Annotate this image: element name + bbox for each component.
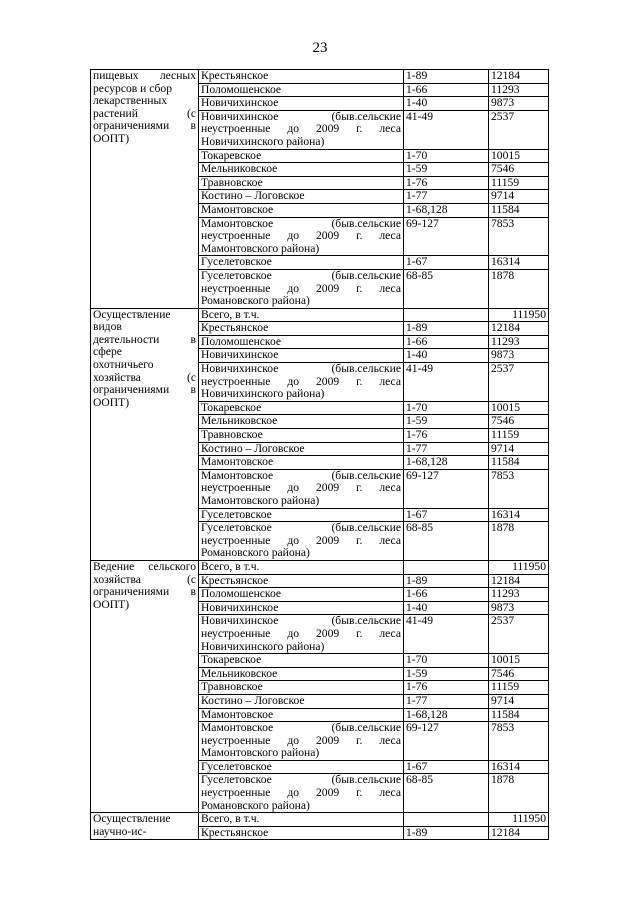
forestry-name-line: Мамонтовского района) bbox=[201, 746, 320, 760]
forestry-name-word: г. bbox=[356, 374, 363, 388]
forestry-name-word: Новичихинское bbox=[201, 362, 279, 376]
quarters-cell: 1-67 bbox=[404, 508, 489, 522]
activity-line: ООПТ) bbox=[93, 597, 130, 611]
forestry-name-line: Поломошенское bbox=[201, 587, 282, 601]
area-cell: 16314 bbox=[489, 760, 549, 774]
quarters-cell: 1-66 bbox=[404, 588, 489, 602]
area-cell: 12184 bbox=[489, 574, 549, 588]
area-cell: 16314 bbox=[489, 256, 549, 270]
forestry-name-cell bbox=[199, 163, 404, 177]
quarters-cell: 41-49 bbox=[404, 110, 489, 149]
forestry-name-cell bbox=[199, 308, 404, 322]
forestry-name-cell bbox=[199, 601, 404, 615]
total-area-cell: 111950 bbox=[489, 308, 549, 322]
forestry-name-word: неустроенные bbox=[201, 122, 271, 136]
forestry-name-line: Новичихинского района) bbox=[201, 639, 325, 653]
forestry-name-word: г. bbox=[356, 533, 363, 547]
forestry-name-word: Гуселетовское bbox=[201, 268, 272, 282]
forestry-name-word: г. bbox=[356, 281, 363, 295]
forestry-name-cell bbox=[199, 708, 404, 722]
forestry-name-cell bbox=[199, 508, 404, 522]
activity-line bbox=[93, 586, 196, 599]
quarters-cell: 69-127 bbox=[404, 469, 489, 508]
area-cell: 9714 bbox=[489, 190, 549, 204]
quarters-cell: 1-66 bbox=[404, 83, 489, 97]
table-row bbox=[91, 560, 549, 574]
activity-word: (с bbox=[186, 106, 196, 120]
forestry-name-word: до bbox=[287, 786, 300, 800]
area-cell: 7546 bbox=[489, 667, 549, 681]
forestry-name-line: Всего, в т.ч. bbox=[201, 559, 260, 573]
forestry-name-cell bbox=[199, 813, 404, 827]
forestry-name-cell bbox=[199, 442, 404, 456]
forestry-name-line: Поломошенское bbox=[201, 82, 282, 96]
forestry-name-word: (быв.сельские bbox=[331, 521, 401, 535]
quarters-cell: 1-67 bbox=[404, 760, 489, 774]
activity-word: (с bbox=[186, 370, 196, 384]
forestry-name-line: Костино – Логовское bbox=[201, 441, 305, 455]
forestry-name-word: леса bbox=[379, 481, 401, 495]
quarters-cell: 69-127 bbox=[404, 722, 489, 761]
forestry-name-line bbox=[201, 363, 401, 376]
area-cell: 9873 bbox=[489, 349, 549, 363]
area-cell: 11293 bbox=[489, 335, 549, 349]
forestry-name-cell bbox=[199, 722, 404, 761]
area-cell: 11584 bbox=[489, 708, 549, 722]
area-cell: 11159 bbox=[489, 681, 549, 695]
forestry-name-line bbox=[201, 270, 401, 283]
quarters-cell: 1-76 bbox=[404, 176, 489, 190]
quarters-cell: 1-68,128 bbox=[404, 203, 489, 217]
forestry-name-line: Романовского района) bbox=[201, 798, 310, 812]
forestry-name-line bbox=[201, 522, 401, 535]
activity-line: научно-ис- bbox=[93, 824, 147, 838]
forestry-name-cell bbox=[199, 401, 404, 415]
forestry-name-cell bbox=[199, 335, 404, 349]
activity-line: видов bbox=[93, 320, 122, 334]
area-cell: 12184 bbox=[489, 70, 549, 84]
forestry-name-word: до bbox=[287, 281, 300, 295]
forestry-name-cell bbox=[199, 681, 404, 695]
forestry-name-word: леса bbox=[379, 122, 401, 136]
area-cell: 12184 bbox=[489, 322, 549, 336]
forestry-name-word: леса bbox=[379, 229, 401, 243]
area-cell: 11159 bbox=[489, 176, 549, 190]
forestry-name-line: Токаревское bbox=[201, 400, 262, 414]
forestry-name-line: Новичихинское bbox=[201, 600, 279, 614]
forestry-name-word: (быв.сельские bbox=[331, 614, 401, 628]
forestry-name-cell bbox=[199, 203, 404, 217]
activity-cell bbox=[91, 813, 199, 840]
forestry-name-word: 2009 bbox=[315, 122, 340, 136]
forestry-name-line: Мельниковское bbox=[201, 414, 278, 428]
forestry-name-line: Мельниковское bbox=[201, 162, 278, 176]
area-cell: 11293 bbox=[489, 588, 549, 602]
forestry-name-word: леса bbox=[379, 733, 401, 747]
quarters-cell: 1-59 bbox=[404, 163, 489, 177]
activity-word: сельского bbox=[148, 559, 196, 573]
activity-word: деятельности bbox=[93, 332, 160, 346]
forestry-name-word: г. bbox=[356, 733, 363, 747]
quarters-cell: 1-59 bbox=[404, 415, 489, 429]
forestry-name-word: до bbox=[287, 533, 300, 547]
forestry-name-line: Мамонтовское bbox=[201, 455, 274, 469]
area-cell: 10015 bbox=[489, 401, 549, 415]
forestry-name-line: Мамонтовского района) bbox=[201, 494, 320, 507]
forestry-name-cell bbox=[199, 176, 404, 190]
area-cell: 9873 bbox=[489, 97, 549, 111]
forestry-name-cell bbox=[199, 574, 404, 588]
area-cell: 11293 bbox=[489, 83, 549, 97]
forestry-name-cell bbox=[199, 560, 404, 574]
forestry-name-cell bbox=[199, 415, 404, 429]
forestry-name-cell bbox=[199, 654, 404, 668]
forestry-name-cell bbox=[199, 760, 404, 774]
quarters-cell: 1-77 bbox=[404, 694, 489, 708]
forestry-name-line: Поломошенское bbox=[201, 334, 282, 348]
activity-line bbox=[93, 384, 196, 397]
area-cell: 7853 bbox=[489, 722, 549, 761]
quarters-cell: 41-49 bbox=[404, 363, 489, 402]
forestry-name-line: Гуселетовское bbox=[201, 255, 272, 269]
forestry-name-word: г. bbox=[356, 122, 363, 136]
forestry-name-word: Новичихинское bbox=[201, 614, 279, 628]
activity-line: ресурсов и сбор bbox=[93, 81, 173, 95]
forestry-name-word: 2009 bbox=[315, 481, 340, 495]
activity-cell bbox=[91, 308, 199, 560]
forestry-name-word: (быв.сельские bbox=[331, 268, 401, 282]
quarters-cell: 1-70 bbox=[404, 149, 489, 163]
forestry-name-word: (быв.сельские bbox=[331, 109, 401, 123]
forestry-name-line: Травновское bbox=[201, 428, 263, 442]
forestry-name-cell bbox=[199, 456, 404, 470]
forestry-name-word: Гуселетовское bbox=[201, 521, 272, 535]
activity-cell bbox=[91, 70, 199, 309]
activity-word: растений bbox=[93, 106, 138, 120]
forestry-name-line: Новичихинское bbox=[201, 348, 279, 362]
area-cell: 16314 bbox=[489, 508, 549, 522]
quarters-cell: 1-89 bbox=[404, 574, 489, 588]
forestry-name-word: до bbox=[287, 122, 300, 136]
forestry-name-word: неустроенные bbox=[201, 733, 271, 747]
forestry-name-word: неустроенные bbox=[201, 481, 271, 495]
area-cell: 7546 bbox=[489, 163, 549, 177]
table-row bbox=[91, 813, 549, 827]
quarters-cell: 1-66 bbox=[404, 335, 489, 349]
forestry-table-body bbox=[91, 70, 549, 840]
forestry-name-cell bbox=[199, 149, 404, 163]
activity-word: Ведение bbox=[93, 559, 135, 573]
activity-word: ограничениями bbox=[93, 585, 170, 599]
forestry-table bbox=[90, 69, 549, 840]
activity-word: хозяйства bbox=[93, 370, 141, 384]
forestry-name-word: до bbox=[287, 626, 300, 640]
quarters-cell: 1-67 bbox=[404, 256, 489, 270]
area-cell: 11584 bbox=[489, 203, 549, 217]
forestry-name-word: 2009 bbox=[315, 786, 340, 800]
forestry-name-line: Всего, в т.ч. bbox=[201, 812, 260, 826]
quarters-cell: 1-68,128 bbox=[404, 708, 489, 722]
activity-line: сфере bbox=[93, 345, 122, 359]
quarters-cell: 1-77 bbox=[404, 190, 489, 204]
forestry-name-cell bbox=[199, 269, 404, 308]
forestry-name-line bbox=[201, 628, 401, 641]
forestry-name-line: Мамонтовское bbox=[201, 202, 274, 216]
activity-line: Осуществление bbox=[93, 812, 171, 826]
area-cell: 2537 bbox=[489, 110, 549, 149]
forestry-name-cell bbox=[199, 826, 404, 840]
forestry-name-line: Новичихинское bbox=[201, 96, 279, 110]
quarters-cell: 1-89 bbox=[404, 70, 489, 84]
table-row bbox=[91, 70, 549, 84]
forestry-name-word: (быв.сельские bbox=[331, 468, 401, 482]
quarters-cell: 1-89 bbox=[404, 322, 489, 336]
forestry-name-line: Костино – Логовское bbox=[201, 189, 305, 203]
forestry-name-word: неустроенные bbox=[201, 374, 271, 388]
activity-line bbox=[93, 70, 196, 83]
quarters-cell: 68-85 bbox=[404, 522, 489, 561]
quarters-cell: 41-49 bbox=[404, 615, 489, 654]
forestry-name-cell bbox=[199, 70, 404, 84]
quarters-cell: 1-59 bbox=[404, 667, 489, 681]
forestry-name-line: Новичихинского района) bbox=[201, 387, 325, 401]
quarters-cell: 1-40 bbox=[404, 97, 489, 111]
forestry-name-word: 2009 bbox=[315, 626, 340, 640]
activity-line: охотничьего bbox=[93, 358, 154, 372]
forestry-name-line: Токаревское bbox=[201, 148, 262, 162]
forestry-name-line: Романовского района) bbox=[201, 294, 310, 308]
activity-line: ООПТ) bbox=[93, 131, 130, 145]
page-number: 23 bbox=[312, 40, 328, 56]
area-cell: 7546 bbox=[489, 415, 549, 429]
area-cell: 10015 bbox=[489, 654, 549, 668]
forestry-name-word: неустроенные bbox=[201, 229, 271, 243]
forestry-name-cell bbox=[199, 190, 404, 204]
activity-word: в bbox=[190, 383, 196, 397]
area-cell: 10015 bbox=[489, 149, 549, 163]
quarters-cell bbox=[404, 560, 489, 574]
forestry-name-line: Крестьянское bbox=[201, 321, 269, 335]
forestry-name-word: 2009 bbox=[315, 229, 340, 243]
total-area-cell: 111950 bbox=[489, 813, 549, 827]
activity-word: (с bbox=[186, 572, 196, 586]
activity-word: в bbox=[190, 332, 196, 346]
activity-line: Осуществление bbox=[93, 307, 171, 321]
forestry-name-word: леса bbox=[379, 374, 401, 388]
forestry-name-line: Мельниковское bbox=[201, 666, 278, 680]
forestry-name-word: 2009 bbox=[315, 533, 340, 547]
forestry-name-word: (быв.сельские bbox=[331, 773, 401, 787]
quarters-cell: 1-68,128 bbox=[404, 456, 489, 470]
quarters-cell: 1-76 bbox=[404, 429, 489, 443]
forestry-name-line: Всего, в т.ч. bbox=[201, 307, 260, 321]
forestry-name-word: (быв.сельские bbox=[331, 721, 401, 735]
forestry-name-line: Травновское bbox=[201, 680, 263, 694]
quarters-cell: 1-89 bbox=[404, 826, 489, 840]
quarters-cell: 1-70 bbox=[404, 654, 489, 668]
forestry-name-word: неустроенные bbox=[201, 533, 271, 547]
area-cell: 9714 bbox=[489, 694, 549, 708]
area-cell: 7853 bbox=[489, 469, 549, 508]
forestry-name-word: неустроенные bbox=[201, 626, 271, 640]
forestry-name-line bbox=[201, 722, 401, 735]
forestry-name-cell bbox=[199, 363, 404, 402]
forestry-name-line: Костино – Логовское bbox=[201, 693, 305, 707]
forestry-name-word: (быв.сельские bbox=[331, 362, 401, 376]
activity-line bbox=[93, 561, 196, 574]
activity-word: ограничениями bbox=[93, 119, 170, 133]
forestry-name-cell bbox=[199, 774, 404, 813]
forestry-name-line: Новичихинского района) bbox=[201, 134, 325, 148]
activity-word: в bbox=[190, 119, 196, 133]
forestry-name-line: Гуселетовское bbox=[201, 507, 272, 521]
forestry-name-line: Крестьянское bbox=[201, 825, 269, 839]
forestry-name-cell bbox=[199, 429, 404, 443]
area-cell: 12184 bbox=[489, 826, 549, 840]
activity-word: в bbox=[190, 585, 196, 599]
forestry-name-word: до bbox=[287, 733, 300, 747]
forestry-name-word: неустроенные bbox=[201, 281, 271, 295]
forestry-name-word: Новичихинское bbox=[201, 109, 279, 123]
forestry-name-word: до bbox=[287, 481, 300, 495]
forestry-name-word: 2009 bbox=[315, 733, 340, 747]
forestry-name-word: г. bbox=[356, 626, 363, 640]
total-area-cell: 111950 bbox=[489, 560, 549, 574]
forestry-name-line bbox=[201, 787, 401, 800]
forestry-name-line: Токаревское bbox=[201, 653, 262, 667]
area-cell: 11584 bbox=[489, 456, 549, 470]
forestry-name-cell bbox=[199, 110, 404, 149]
forestry-name-word: (быв.сельские bbox=[331, 216, 401, 230]
activity-word: лесных bbox=[159, 69, 196, 82]
forestry-name-cell bbox=[199, 615, 404, 654]
quarters-cell bbox=[404, 813, 489, 827]
forestry-name-word: до bbox=[287, 374, 300, 388]
forestry-name-line: Крестьянское bbox=[201, 573, 269, 587]
forestry-name-line: Романовского района) bbox=[201, 546, 310, 560]
forestry-name-word: неустроенные bbox=[201, 786, 271, 800]
forestry-name-cell bbox=[199, 256, 404, 270]
forestry-name-line: Крестьянское bbox=[201, 69, 269, 82]
activity-word: хозяйства bbox=[93, 572, 141, 586]
forestry-name-cell bbox=[199, 522, 404, 561]
forestry-name-cell bbox=[199, 694, 404, 708]
forestry-name-word: г. bbox=[356, 786, 363, 800]
forestry-name-word: леса bbox=[379, 533, 401, 547]
quarters-cell: 1-40 bbox=[404, 601, 489, 615]
quarters-cell: 68-85 bbox=[404, 269, 489, 308]
area-cell: 2537 bbox=[489, 615, 549, 654]
forestry-name-word: 2009 bbox=[315, 281, 340, 295]
quarters-cell: 1-40 bbox=[404, 349, 489, 363]
forestry-name-word: Мамонтовское bbox=[201, 721, 274, 735]
quarters-cell bbox=[404, 308, 489, 322]
forestry-name-cell bbox=[199, 97, 404, 111]
area-cell: 1878 bbox=[489, 269, 549, 308]
area-cell: 7853 bbox=[489, 217, 549, 256]
activity-word: пищевых bbox=[93, 69, 139, 82]
forestry-name-word: Мамонтовское bbox=[201, 216, 274, 230]
area-cell: 2537 bbox=[489, 363, 549, 402]
forestry-name-line: Мамонтовского района) bbox=[201, 241, 320, 255]
activity-line: ООПТ) bbox=[93, 395, 130, 409]
forestry-name-word: леса bbox=[379, 786, 401, 800]
activity-cell bbox=[91, 560, 199, 812]
forestry-name-word: леса bbox=[379, 281, 401, 295]
table-row bbox=[91, 308, 549, 322]
quarters-cell: 1-77 bbox=[404, 442, 489, 456]
forestry-name-word: Мамонтовское bbox=[201, 468, 274, 482]
area-cell: 9873 bbox=[489, 601, 549, 615]
forestry-name-line: Травновское bbox=[201, 175, 263, 189]
forestry-name-word: г. bbox=[356, 229, 363, 243]
forestry-name-cell bbox=[199, 322, 404, 336]
quarters-cell: 69-127 bbox=[404, 217, 489, 256]
activity-word: ограничениями bbox=[93, 383, 170, 397]
area-cell: 11159 bbox=[489, 429, 549, 443]
forestry-name-line: Гуселетовское bbox=[201, 759, 272, 773]
forestry-name-cell bbox=[199, 469, 404, 508]
area-cell: 9714 bbox=[489, 442, 549, 456]
forestry-name-word: 2009 bbox=[315, 374, 340, 388]
forestry-name-line: Мамонтовское bbox=[201, 707, 274, 721]
quarters-cell: 1-70 bbox=[404, 401, 489, 415]
quarters-cell: 1-76 bbox=[404, 681, 489, 695]
forestry-name-cell bbox=[199, 667, 404, 681]
forestry-name-word: Гуселетовское bbox=[201, 773, 272, 787]
area-cell: 1878 bbox=[489, 774, 549, 813]
forestry-name-cell bbox=[199, 588, 404, 602]
forestry-name-word: до bbox=[287, 229, 300, 243]
forestry-name-cell bbox=[199, 217, 404, 256]
area-cell: 1878 bbox=[489, 522, 549, 561]
forestry-name-word: г. bbox=[356, 481, 363, 495]
forestry-name-cell bbox=[199, 83, 404, 97]
forestry-name-line bbox=[201, 230, 401, 243]
quarters-cell: 68-85 bbox=[404, 774, 489, 813]
forestry-name-word: леса bbox=[379, 626, 401, 640]
forestry-name-cell bbox=[199, 349, 404, 363]
activity-line: лекарственных bbox=[93, 94, 168, 108]
